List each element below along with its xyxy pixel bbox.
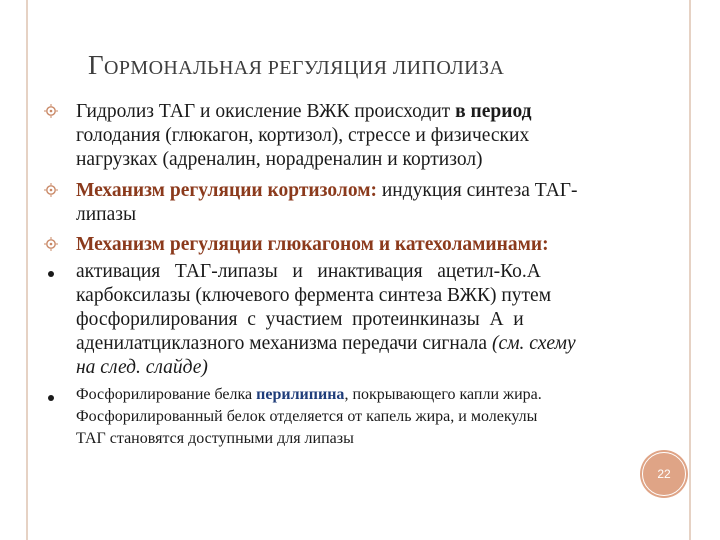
sun-ring-icon <box>44 104 58 118</box>
bullet-item <box>76 100 642 172</box>
title-rest: ОРМОНАЛЬНАЯ РЕГУЛЯЦИЯ ЛИПОЛИЗА <box>104 57 505 79</box>
dot-icon <box>48 271 54 277</box>
emphasis-text: в период <box>455 101 532 122</box>
bullet-text: индукция синтеза ТАГ- <box>376 180 578 201</box>
bullet-item <box>76 233 642 257</box>
bullet-line <box>76 332 642 356</box>
bullet-line: фосфорилирования с участием протеинкиназы А и <box>76 309 524 330</box>
bullet-text: Гидролиз ТАГ и окисление ВЖК происходит <box>76 101 456 122</box>
bullet-label: Механизм регуляции кортизолом: <box>76 180 377 201</box>
dot-icon <box>48 395 54 401</box>
italic-reference: (см. схему <box>491 333 576 354</box>
italic-reference: на след. слайде) <box>76 357 208 378</box>
sun-ring-icon <box>44 183 58 197</box>
highlight-term: перилипина <box>256 386 345 403</box>
title-initial: Г <box>88 50 105 80</box>
bullet-item <box>76 260 642 380</box>
bullet-text: аденилатциклазного механизма передачи сигнала <box>76 333 488 354</box>
bullet-line <box>76 100 642 124</box>
bullet-line: нагрузках (адреналин, норадреналин и кортизол) <box>76 149 483 170</box>
slide-title <box>88 50 504 81</box>
bullet-item <box>76 384 642 450</box>
bullet-text: Фосфорилирование белка <box>76 386 257 403</box>
bullet-line <box>76 179 642 203</box>
bullet-line: голодания (глюкагон, кортизол), стрессе и физических <box>76 125 530 146</box>
page-number: 22 <box>642 452 686 496</box>
bullet-text: , покрывающего капли жира. <box>344 386 542 403</box>
slide-frame-left-border <box>26 0 28 540</box>
sun-ring-icon <box>44 237 58 251</box>
bullet-line <box>76 384 642 406</box>
bullet-label: Механизм регуляции глюкагоном и катехоламинами: <box>76 234 549 255</box>
page-number-badge <box>640 450 688 498</box>
bullet-line <box>76 356 642 380</box>
bullet-item <box>76 179 642 227</box>
bullet-line: ТАГ становятся доступными для липазы <box>76 430 354 447</box>
slide-frame-right-border <box>689 0 691 540</box>
bullet-line: активация ТАГ-липазы и инактивация ацетил-Ко.А <box>76 261 541 282</box>
bullet-line: Фосфорилированный белок отделяется от капель жира, и молекулы <box>76 408 538 425</box>
bullet-line: карбоксилазы (ключевого фермента синтеза ВЖК) путем <box>76 285 552 306</box>
bullet-line: липазы <box>76 204 137 225</box>
